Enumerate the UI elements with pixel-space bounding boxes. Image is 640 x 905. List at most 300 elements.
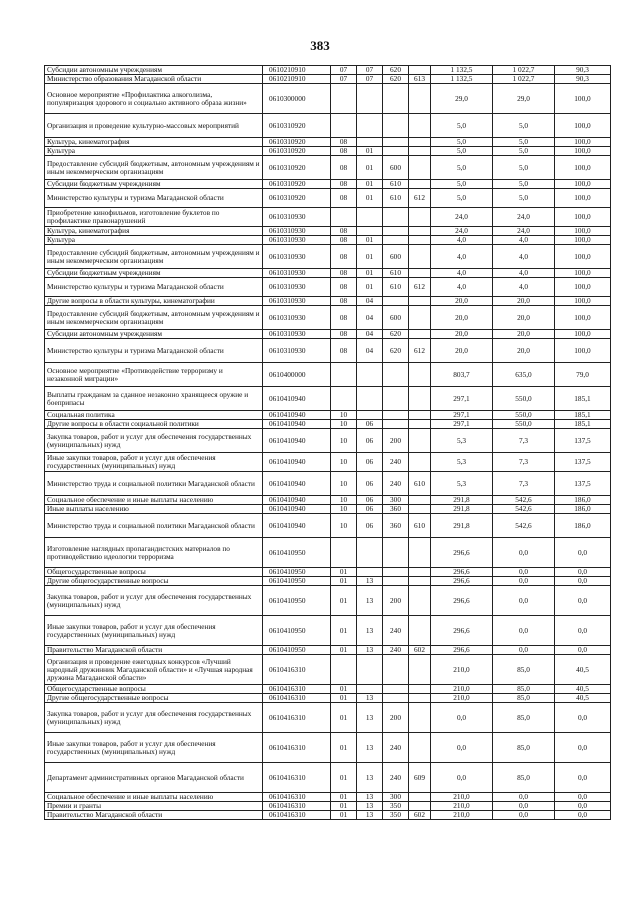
row-plan: 5,3: [431, 453, 493, 472]
row-name: Министерство культуры и туризма Магаданской области: [45, 278, 263, 297]
row-percent: 137,5: [555, 453, 611, 472]
row-name: Министерство культуры и туризма Магаданской области: [45, 339, 263, 363]
row-name: Другие вопросы в области социальной политики: [45, 420, 263, 429]
row-plan: 0,0: [431, 763, 493, 793]
row-plan: 5,3: [431, 472, 493, 496]
row-admin-code: [409, 138, 431, 147]
table-row: [45, 655, 611, 685]
row-plan: 210,0: [431, 694, 493, 703]
row-code: 0610416310: [263, 703, 331, 733]
table-row: [45, 616, 611, 646]
row-expense-type: 300: [383, 496, 409, 505]
row-admin-code: [409, 147, 431, 156]
row-fact: 85,0: [493, 694, 555, 703]
row-subsection: 13: [357, 733, 383, 763]
table-row: [45, 472, 611, 496]
row-name: Общегосударственные вопросы: [45, 685, 263, 694]
row-percent: 100,0: [555, 339, 611, 363]
row-fact: 85,0: [493, 655, 555, 685]
table-row: [45, 156, 611, 180]
row-expense-type: [383, 420, 409, 429]
row-admin-code: [409, 793, 431, 802]
table-row: [45, 793, 611, 802]
row-name: Общегосударственные вопросы: [45, 568, 263, 577]
row-code: 0610310920: [263, 138, 331, 147]
table-row: [45, 387, 611, 411]
row-subsection: [357, 568, 383, 577]
row-subsection: 01: [357, 180, 383, 189]
row-name: Культура: [45, 236, 263, 245]
row-code: 0610310930: [263, 269, 331, 278]
row-name: Субсидии бюджетным учреждениям: [45, 269, 263, 278]
table-row: [45, 227, 611, 236]
row-expense-type: [383, 411, 409, 420]
table-row: [45, 189, 611, 208]
row-name: Организация и проведение ежегодных конкурсов «Лучший народный дружинник Магаданской области» и «Лучшая народная дружина Магаданской области»: [45, 655, 263, 685]
row-fact: 7,3: [493, 453, 555, 472]
row-section: 08: [331, 227, 357, 236]
row-admin-code: [409, 685, 431, 694]
row-percent: 40,5: [555, 685, 611, 694]
table-row: [45, 802, 611, 811]
row-admin-code: [409, 655, 431, 685]
row-section: 08: [331, 339, 357, 363]
row-code: 0610410950: [263, 616, 331, 646]
table-row: [45, 138, 611, 147]
row-expense-type: 240: [383, 763, 409, 793]
row-plan: 1 132,5: [431, 66, 493, 75]
table-row: [45, 496, 611, 505]
table-row: [45, 685, 611, 694]
row-plan: 210,0: [431, 793, 493, 802]
row-plan: 291,8: [431, 514, 493, 538]
row-subsection: 06: [357, 472, 383, 496]
row-expense-type: 610: [383, 269, 409, 278]
row-code: 0610410940: [263, 411, 331, 420]
row-code: 0610416310: [263, 655, 331, 685]
row-fact: 4,0: [493, 245, 555, 269]
row-section: 01: [331, 568, 357, 577]
table-row: [45, 84, 611, 114]
row-name: Министерство труда и социальной политики Магаданской области: [45, 514, 263, 538]
row-admin-code: [409, 616, 431, 646]
row-name: Субсидии бюджетным учреждениям: [45, 180, 263, 189]
row-admin-code: 612: [409, 339, 431, 363]
row-name: Субсидии автономным учреждениям: [45, 330, 263, 339]
row-plan: 210,0: [431, 811, 493, 820]
row-admin-code: [409, 505, 431, 514]
row-section: 10: [331, 514, 357, 538]
row-fact: 0,0: [493, 577, 555, 586]
row-fact: 0,0: [493, 793, 555, 802]
row-fact: 24,0: [493, 208, 555, 227]
row-admin-code: [409, 411, 431, 420]
row-percent: 186,0: [555, 505, 611, 514]
row-code: 0610410940: [263, 514, 331, 538]
row-plan: 0,0: [431, 733, 493, 763]
row-subsection: 13: [357, 577, 383, 586]
row-percent: 0,0: [555, 586, 611, 616]
row-code: 0610310930: [263, 330, 331, 339]
row-code: 0610310930: [263, 245, 331, 269]
row-fact: 24,0: [493, 227, 555, 236]
row-plan: 20,0: [431, 306, 493, 330]
row-expense-type: 200: [383, 429, 409, 453]
table-row: [45, 278, 611, 297]
row-section: 08: [331, 278, 357, 297]
row-code: 0610416310: [263, 811, 331, 820]
row-section: 01: [331, 811, 357, 820]
row-code: 0610310930: [263, 208, 331, 227]
row-plan: 5,0: [431, 156, 493, 180]
row-fact: 542,6: [493, 496, 555, 505]
row-name: Иные закупки товаров, работ и услуг для обеспечения государственных (муниципальных) нужд: [45, 616, 263, 646]
row-percent: 185,1: [555, 420, 611, 429]
row-plan: 5,0: [431, 114, 493, 138]
table-row: [45, 538, 611, 568]
row-expense-type: [383, 114, 409, 138]
table-row: [45, 147, 611, 156]
row-code: 0610410950: [263, 646, 331, 655]
row-code: 0610310930: [263, 306, 331, 330]
row-section: [331, 655, 357, 685]
table-row: [45, 733, 611, 763]
row-code: 0610310920: [263, 114, 331, 138]
row-percent: 100,0: [555, 84, 611, 114]
row-plan: 296,6: [431, 586, 493, 616]
row-expense-type: [383, 577, 409, 586]
row-fact: 20,0: [493, 339, 555, 363]
row-code: 0610310920: [263, 156, 331, 180]
row-name: Выплаты гражданам за сданное незаконно хранящееся оружие и боеприпасы: [45, 387, 263, 411]
row-percent: 100,0: [555, 278, 611, 297]
row-subsection: 13: [357, 586, 383, 616]
table-row: [45, 694, 611, 703]
row-fact: 0,0: [493, 646, 555, 655]
row-subsection: 01: [357, 189, 383, 208]
row-percent: 0,0: [555, 538, 611, 568]
row-percent: 137,5: [555, 472, 611, 496]
row-expense-type: 610: [383, 180, 409, 189]
table-row: [45, 420, 611, 429]
row-subsection: 04: [357, 297, 383, 306]
row-admin-code: 612: [409, 278, 431, 297]
row-plan: 20,0: [431, 339, 493, 363]
table-row: [45, 330, 611, 339]
row-name: Иные выплаты населению: [45, 505, 263, 514]
row-percent: 100,0: [555, 227, 611, 236]
row-name: Другие вопросы в области культуры, кинематографии: [45, 297, 263, 306]
row-section: 01: [331, 646, 357, 655]
row-code: 0610310930: [263, 278, 331, 297]
row-section: 01: [331, 733, 357, 763]
table-row: [45, 763, 611, 793]
row-code: 0610310930: [263, 236, 331, 245]
row-plan: 296,6: [431, 646, 493, 655]
row-section: 08: [331, 147, 357, 156]
row-admin-code: [409, 496, 431, 505]
row-code: 0610300000: [263, 84, 331, 114]
row-name: Субсидии автономным учреждениям: [45, 66, 263, 75]
row-expense-type: [383, 297, 409, 306]
row-fact: 1 022,7: [493, 66, 555, 75]
table-row: [45, 245, 611, 269]
row-percent: 0,0: [555, 733, 611, 763]
row-code: 0610210910: [263, 66, 331, 75]
row-section: [331, 363, 357, 387]
row-expense-type: [383, 208, 409, 227]
row-plan: 20,0: [431, 297, 493, 306]
row-code: 0610416310: [263, 694, 331, 703]
row-expense-type: [383, 138, 409, 147]
row-expense-type: 360: [383, 514, 409, 538]
row-subsection: 01: [357, 236, 383, 245]
row-admin-code: [409, 363, 431, 387]
row-name: Иные закупки товаров, работ и услуг для обеспечения государственных (муниципальных) нужд: [45, 733, 263, 763]
row-expense-type: 240: [383, 646, 409, 655]
row-fact: 550,0: [493, 411, 555, 420]
row-section: 01: [331, 685, 357, 694]
row-fact: 0,0: [493, 616, 555, 646]
row-name: Культура, кинематография: [45, 138, 263, 147]
row-subsection: 13: [357, 802, 383, 811]
row-percent: 90,3: [555, 66, 611, 75]
row-subsection: [357, 411, 383, 420]
row-section: 08: [331, 269, 357, 278]
table-row: [45, 568, 611, 577]
row-plan: 5,0: [431, 147, 493, 156]
row-subsection: 04: [357, 306, 383, 330]
row-expense-type: 620: [383, 75, 409, 84]
row-percent: 100,0: [555, 236, 611, 245]
table-row: [45, 114, 611, 138]
row-section: 01: [331, 703, 357, 733]
row-subsection: 01: [357, 156, 383, 180]
row-plan: 24,0: [431, 227, 493, 236]
row-name: Закупка товаров, работ и услуг для обеспечения государственных (муниципальных) нужд: [45, 429, 263, 453]
row-section: 10: [331, 411, 357, 420]
row-subsection: [357, 84, 383, 114]
row-percent: 185,1: [555, 411, 611, 420]
row-subsection: 13: [357, 694, 383, 703]
row-admin-code: [409, 156, 431, 180]
row-expense-type: 360: [383, 505, 409, 514]
row-section: 01: [331, 802, 357, 811]
table-row: [45, 269, 611, 278]
row-plan: 210,0: [431, 655, 493, 685]
row-admin-code: [409, 429, 431, 453]
row-section: 08: [331, 189, 357, 208]
row-section: 08: [331, 297, 357, 306]
row-percent: 186,0: [555, 496, 611, 505]
row-percent: 90,3: [555, 75, 611, 84]
row-plan: 5,0: [431, 138, 493, 147]
row-name: Департамент административных органов Магаданской области: [45, 763, 263, 793]
row-plan: 296,6: [431, 616, 493, 646]
row-code: 0610310920: [263, 147, 331, 156]
row-fact: 85,0: [493, 733, 555, 763]
row-plan: 5,0: [431, 189, 493, 208]
row-name: Культура, кинематография: [45, 227, 263, 236]
row-section: 10: [331, 453, 357, 472]
row-percent: 0,0: [555, 763, 611, 793]
row-subsection: [357, 114, 383, 138]
row-subsection: 13: [357, 616, 383, 646]
row-expense-type: 600: [383, 156, 409, 180]
row-plan: 297,1: [431, 387, 493, 411]
row-name: Другие общегосударственные вопросы: [45, 694, 263, 703]
row-code: 0610410940: [263, 496, 331, 505]
row-admin-code: 602: [409, 646, 431, 655]
row-plan: 291,8: [431, 496, 493, 505]
table-row: [45, 297, 611, 306]
row-percent: 0,0: [555, 616, 611, 646]
row-code: 0610410950: [263, 568, 331, 577]
row-name: Правительство Магаданской области: [45, 811, 263, 820]
row-plan: 29,0: [431, 84, 493, 114]
budget-table: [44, 65, 611, 820]
row-expense-type: 610: [383, 278, 409, 297]
row-name: Приобретение кинофильмов, изготовление буклетов по профилактике правонарушений: [45, 208, 263, 227]
table-row: [45, 339, 611, 363]
row-fact: 0,0: [493, 568, 555, 577]
row-admin-code: [409, 453, 431, 472]
table-row: [45, 66, 611, 75]
row-admin-code: [409, 420, 431, 429]
row-expense-type: 620: [383, 330, 409, 339]
row-admin-code: [409, 269, 431, 278]
row-percent: 0,0: [555, 703, 611, 733]
row-fact: 20,0: [493, 330, 555, 339]
row-fact: 85,0: [493, 763, 555, 793]
row-name: Иные закупки товаров, работ и услуг для обеспечения государственных (муниципальных) нужд: [45, 453, 263, 472]
row-plan: 5,0: [431, 180, 493, 189]
row-fact: 0,0: [493, 586, 555, 616]
row-code: 0610410940: [263, 420, 331, 429]
row-fact: 1 022,7: [493, 75, 555, 84]
row-name: Организация и проведение культурно-массовых мероприятий: [45, 114, 263, 138]
row-fact: 0,0: [493, 538, 555, 568]
row-admin-code: [409, 538, 431, 568]
row-name: Другие общегосударственные вопросы: [45, 577, 263, 586]
row-name: Министерство труда и социальной политики Магаданской области: [45, 472, 263, 496]
row-section: 08: [331, 306, 357, 330]
row-name: Министерство культуры и туризма Магаданской области: [45, 189, 263, 208]
row-section: 07: [331, 66, 357, 75]
table-row: [45, 453, 611, 472]
row-name: Предоставление субсидий бюджетным, автономным учреждениям и иным некоммерческим организациям: [45, 156, 263, 180]
row-section: 08: [331, 245, 357, 269]
row-code: 0610410950: [263, 586, 331, 616]
row-percent: 100,0: [555, 208, 611, 227]
row-admin-code: 602: [409, 811, 431, 820]
row-code: 0610310930: [263, 227, 331, 236]
row-fact: 0,0: [493, 811, 555, 820]
row-name: Премии и гранты: [45, 802, 263, 811]
row-section: 01: [331, 586, 357, 616]
table-row: [45, 429, 611, 453]
table-row: [45, 363, 611, 387]
row-admin-code: 609: [409, 763, 431, 793]
row-admin-code: [409, 586, 431, 616]
row-admin-code: [409, 802, 431, 811]
row-expense-type: [383, 694, 409, 703]
row-admin-code: [409, 227, 431, 236]
row-fact: 20,0: [493, 306, 555, 330]
row-subsection: [357, 685, 383, 694]
row-subsection: [357, 655, 383, 685]
row-section: 08: [331, 236, 357, 245]
row-admin-code: [409, 297, 431, 306]
row-section: [331, 387, 357, 411]
row-percent: 79,0: [555, 363, 611, 387]
row-fact: 550,0: [493, 420, 555, 429]
row-code: 0610410940: [263, 453, 331, 472]
row-fact: 5,0: [493, 147, 555, 156]
row-name: Культура: [45, 147, 263, 156]
row-name: Закупка товаров, работ и услуг для обеспечения государственных (муниципальных) нужд: [45, 703, 263, 733]
row-fact: 542,6: [493, 505, 555, 514]
row-percent: 0,0: [555, 577, 611, 586]
row-admin-code: [409, 84, 431, 114]
row-admin-code: [409, 236, 431, 245]
row-plan: 24,0: [431, 208, 493, 227]
row-expense-type: 350: [383, 802, 409, 811]
row-percent: 100,0: [555, 306, 611, 330]
row-admin-code: [409, 180, 431, 189]
page-number: 383: [310, 38, 330, 53]
row-percent: 137,5: [555, 429, 611, 453]
row-admin-code: [409, 733, 431, 763]
row-code: 0610310920: [263, 189, 331, 208]
row-fact: 20,0: [493, 297, 555, 306]
row-section: [331, 208, 357, 227]
row-code: 0610410940: [263, 505, 331, 514]
row-expense-type: 300: [383, 793, 409, 802]
row-fact: 4,0: [493, 269, 555, 278]
row-subsection: [357, 363, 383, 387]
row-subsection: 01: [357, 278, 383, 297]
row-section: 08: [331, 138, 357, 147]
table-row: [45, 180, 611, 189]
row-subsection: 07: [357, 66, 383, 75]
row-plan: 0,0: [431, 703, 493, 733]
row-percent: 100,0: [555, 114, 611, 138]
row-fact: 5,0: [493, 189, 555, 208]
row-admin-code: [409, 114, 431, 138]
row-fact: 635,0: [493, 363, 555, 387]
row-code: 0610416310: [263, 733, 331, 763]
row-expense-type: 350: [383, 811, 409, 820]
row-percent: 0,0: [555, 811, 611, 820]
row-subsection: 06: [357, 420, 383, 429]
row-section: 08: [331, 156, 357, 180]
row-expense-type: 240: [383, 472, 409, 496]
row-code: 0610416310: [263, 685, 331, 694]
table-row: [45, 505, 611, 514]
row-plan: 1 132,5: [431, 75, 493, 84]
row-expense-type: 240: [383, 616, 409, 646]
row-fact: 5,0: [493, 180, 555, 189]
row-percent: 100,0: [555, 180, 611, 189]
row-plan: 4,0: [431, 269, 493, 278]
table-row: [45, 514, 611, 538]
row-admin-code: [409, 208, 431, 227]
row-section: 01: [331, 616, 357, 646]
row-subsection: 04: [357, 339, 383, 363]
row-code: 0610210910: [263, 75, 331, 84]
row-fact: 5,0: [493, 138, 555, 147]
